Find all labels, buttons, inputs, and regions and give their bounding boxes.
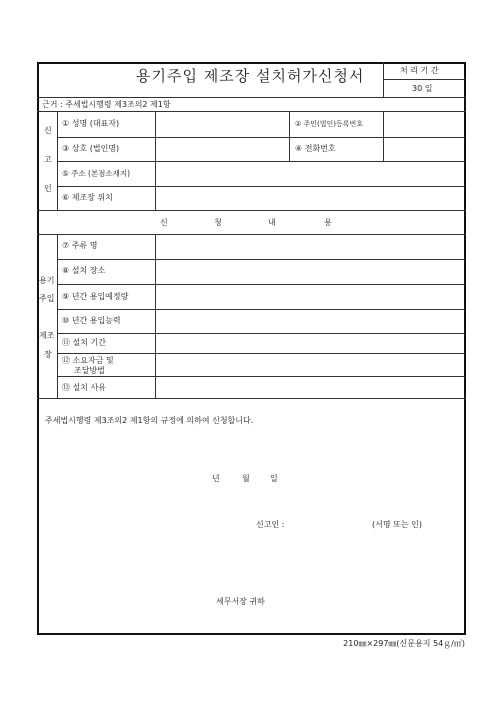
annual-capacity-field[interactable] [157,311,463,332]
install-site-label: ⑧ 설치 장소 [62,266,106,275]
address-field[interactable] [157,163,463,185]
liquor-type-field[interactable] [157,236,463,258]
annual-plan-label: ⑨ 년간 용입예정량 [62,292,129,301]
date-year-label: 년 [212,474,220,483]
annual-capacity-label: ⑩ 년간 용입능력 [62,316,121,325]
trade-name-field[interactable] [157,139,287,160]
install-period-label: ⑪ 설치 기간 [62,338,106,347]
resident-no-label: ② 주민(법인)등록번호 [295,120,364,128]
date-month-label: 월 [242,474,250,483]
factory-location-label: ⑥ 제조장 위치 [62,193,113,202]
frame-right [464,62,466,635]
paper-spec: 210㎜×297㎜(신문용지 54ｇ/㎡) [343,639,465,648]
phone-field[interactable] [385,139,463,160]
content-header-char-1: 신 [160,218,168,227]
content-header-char-3: 내 [268,218,276,227]
frame-bottom [37,633,466,635]
phone-label: ④ 전화번호 [295,144,336,153]
applicant-sign-label: 신고인 : [256,520,285,529]
content-header-char-4: 용 [324,218,332,227]
name-label: ① 성명 (대표자) [62,119,120,128]
install-reason-field[interactable] [157,378,463,397]
facility-side-label-4: 장 [44,350,52,359]
address-label: ⑤ 주소 (본점소재지) [62,169,131,178]
frame-top [37,62,466,64]
processing-period-value: 30 일 [412,84,433,93]
funding-field[interactable] [157,355,463,375]
frame-left [37,62,39,635]
trade-name-label: ③ 상호 (법인명) [62,144,120,153]
liquor-type-label: ⑦ 주류 명 [62,241,98,250]
facility-side-label-2: 주입 [39,294,55,303]
factory-location-field[interactable] [157,188,463,209]
applicant-side-char-1: 신 [44,126,52,135]
facility-side-label-1: 용기 [39,276,55,285]
install-period-field[interactable] [157,335,463,352]
content-header-char-2: 청 [214,218,222,227]
date-day-label: 일 [270,474,278,483]
facility-side-label-3: 제조 [39,331,55,340]
install-site-field[interactable] [157,261,463,283]
annual-plan-field[interactable] [157,286,463,308]
resident-no-field[interactable] [385,113,463,135]
funding-label-line1: ⑫ 소요자금 및 [62,356,114,365]
applicant-side-char-3: 인 [44,184,52,193]
addressee: 세무서장 귀하 [216,597,265,606]
install-reason-label: ⑬ 설치 사유 [62,383,106,392]
applicant-side-char-2: 고 [44,155,52,164]
name-field[interactable] [157,113,287,135]
form-title: 용기주입 제조장 설치허가신청서 [136,67,365,85]
funding-label-line2: 조달방법 [74,366,105,375]
legal-basis: 근거 : 주세법시행령 제3조의2 제1항 [42,100,171,109]
applicant-sign-field[interactable] [296,516,366,532]
processing-period-label: 처 리 기 간 [400,66,439,75]
declaration-statement: 주세법시행령 제3조의2 제1항의 규정에 의하여 신청합니다. [45,416,254,425]
sign-or-seal-label: (서명 또는 인) [372,520,422,529]
